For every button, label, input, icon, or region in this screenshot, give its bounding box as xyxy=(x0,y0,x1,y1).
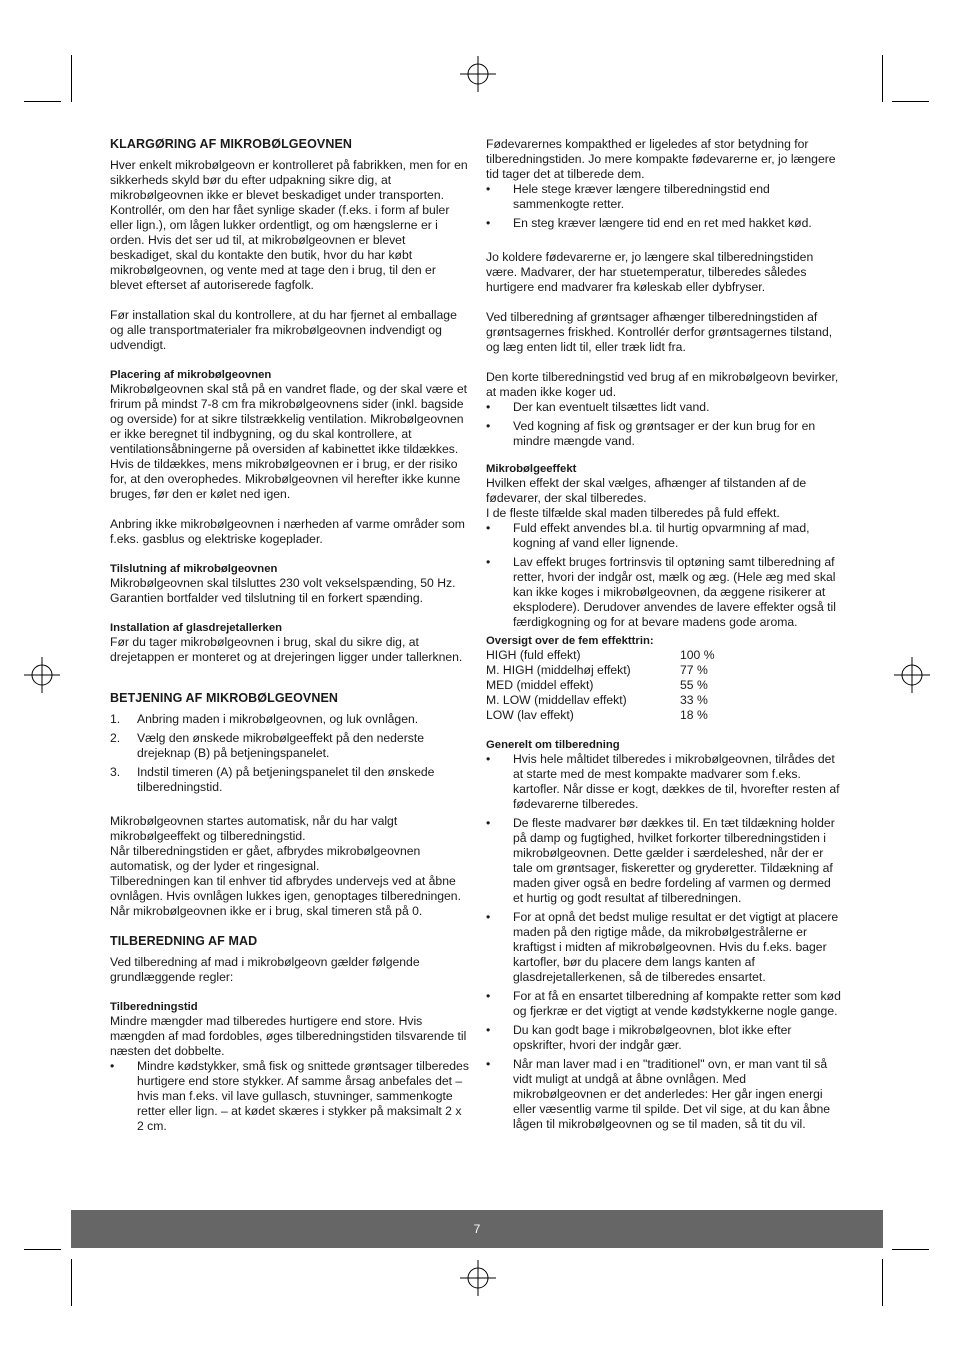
power-level-value: 100 % xyxy=(680,648,715,662)
step-text: Vælg den ønskede mikrobølgeeffekt på den nederste drejeknap (B) på betjeningspanelet. xyxy=(137,731,425,760)
bullet-text: Når man laver mad i en "traditionel" ovn, er man vant til så vidt muligt at undgå at åbne ovnlågen. Med mikrobølgeovnen er det anderledes: Her går ingen energi eller væsentlig varme til spilde. Det vil sige, at du kan åbne lågen til mikrobølgeovnen og se til maden, så tit du vil. xyxy=(513,1057,831,1131)
bullet-text: Hele stege kræver længere tilberedningstid end sammenkogte retter. xyxy=(513,182,770,211)
step-number: 3. xyxy=(110,765,121,779)
power-level-label: M. LOW (middellav effekt) xyxy=(486,693,627,707)
section-title-klargoring: KLARGØRING AF MIKROBØLGEOVNEN xyxy=(110,137,353,151)
bullet-icon: • xyxy=(486,555,491,569)
list-item xyxy=(110,712,470,727)
bullet-list xyxy=(486,752,842,1132)
bullet-icon: • xyxy=(486,910,491,924)
subsection-title-effekt: Mikrobølgeeffekt xyxy=(486,463,577,475)
bullet-text: En steg kræver længere tid end en ret med hakket kød. xyxy=(513,216,812,230)
subsection-title-installation: Installation af glasdrejetallerken xyxy=(110,622,283,634)
section-title-tilberedning: TILBEREDNING AF MAD xyxy=(110,934,258,948)
paragraph: Jo koldere fødevarerne er, jo længere skal tilberedningstiden være. Madvarer, der har stuetemperatur, tilberedes således hurtigere end madvarer fra køleskab eller dybfryser. xyxy=(486,250,814,294)
power-levels-table xyxy=(486,648,715,723)
list-item xyxy=(110,765,470,795)
paragraph: Mikrobølgeovnen skal stå på en vandret flade, og der skal være et frirum på mindst 7-8 cm fra mikrobølgeovnens sider (inkl. bagside og overside) for at sikre tilstrækkelig ventilation. Mikrobølgeovnen er ikke beregnet til indbygning, og du skal kontrollere, at ventilationsåbningerne på oversiden af kabinettet ikke tildækkes. Hvis de tildækkes, mens mikrobølgeovnen er i brug, er der risiko for, at den overophedes. Mikrobølgeovnen vil herefter ikke kunne bruges, før den er kølet ned igen. xyxy=(110,382,468,501)
crop-mark xyxy=(24,101,61,102)
bullet-text: Der kan eventuelt tilsættes lidt vand. xyxy=(513,400,710,414)
registration-mark-icon xyxy=(24,657,60,693)
subsection-title-tilberedningstid: Tilberedningstid xyxy=(110,1001,198,1013)
crop-mark xyxy=(24,1249,61,1250)
paragraph: Fødevarernes kompakthed er ligeledes af stor betydning for tilberedningstiden. Jo mere kompakte fødevarerne er, jo længere tid tager det at tilberede dem. xyxy=(486,137,836,181)
paragraph: Før du tager mikrobølgeovnen i brug, skal du sikre dig, at drejetappen er monteret og at drejeringen ligger under tallerknen. xyxy=(110,635,463,664)
step-text: Anbring maden i mikrobølgeovnen, og luk ovnlågen. xyxy=(137,712,419,726)
footer-bar xyxy=(71,1210,883,1248)
power-level-value: 55 % xyxy=(680,678,708,692)
list-item xyxy=(486,521,842,551)
list-item xyxy=(486,1057,842,1132)
crop-mark xyxy=(71,1259,72,1306)
bullet-icon: • xyxy=(486,1057,491,1071)
bullet-icon: • xyxy=(486,216,491,230)
power-level-value: 18 % xyxy=(680,708,708,722)
bullet-icon: • xyxy=(486,989,491,1003)
section-title-betjening: BETJENING AF MIKROBØLGEOVNEN xyxy=(110,691,339,705)
bullet-text: Ved kogning af fisk og grøntsager er der kun brug for en mindre mængde vand. xyxy=(513,419,816,448)
page-number: 7 xyxy=(473,1222,481,1236)
bullet-list xyxy=(486,521,842,630)
bullet-icon: • xyxy=(486,419,491,433)
table-row xyxy=(486,693,715,708)
power-level-label: MED (middel effekt) xyxy=(486,678,594,692)
registration-mark-icon xyxy=(460,1260,496,1296)
bullet-icon: • xyxy=(110,1059,115,1073)
registration-mark-icon xyxy=(894,657,930,693)
crop-mark xyxy=(892,1249,929,1250)
bullet-icon: • xyxy=(486,400,491,414)
list-item xyxy=(486,216,842,231)
bullet-text: Fuld effekt anvendes bl.a. til hurtig opvarmning af mad, kogning af vand eller lignende. xyxy=(513,521,810,550)
bullet-text: De fleste madvarer bør dækkes til. En tæt tildækning holder på damp og fugtighed, hvilket forkorter tilberedningstiden i mikrobølgeovnen. Dette gælder i særdeleshed, når der er tale om grøntsager, fiskeretter og gryderetter. Tildækning af maden giver også en bedre fordeling af varmen og dermed et hurtig og godt resultat af tilberedningen. xyxy=(513,816,835,905)
step-number: 2. xyxy=(110,731,121,745)
power-level-label: LOW (lav effekt) xyxy=(486,708,574,722)
list-item xyxy=(486,816,842,906)
right-column xyxy=(486,137,842,1136)
list-item xyxy=(486,910,842,985)
bullet-text: For at opnå det bedst mulige resultat er det vigtigt at placere maden på den rigtige måde, da mikrobølgestrålerne er kraftigst i midten af mikrobølgeovnen. Hvis du f.eks. bager kartofler, bør du placere dem langs kanten af glasdrejetallerkenen, så de tilberedes ensartet. xyxy=(513,910,839,984)
table-row xyxy=(486,708,715,723)
table-row xyxy=(486,663,715,678)
paragraph: I de fleste tilfælde skal maden tilberedes på fuld effekt. xyxy=(486,506,780,520)
paragraph: Mikrobølgeovnen startes automatisk, når du har valgt mikrobølgeeffekt og tilberedningstid. xyxy=(110,814,398,843)
paragraph: Tilberedningen kan til enhver tid afbrydes undervejs ved at åbne ovnlågen. Hvis ovnlågen lukkes igen, genoptages tilberedningen. Når mikrobølgeovnen ikke er i brug, skal timeren stå på 0. xyxy=(110,874,461,918)
table-row xyxy=(486,648,715,663)
bullet-list xyxy=(486,182,842,231)
left-column xyxy=(110,137,470,1138)
bullet-text: Hvis hele måltidet tilberedes i mikrobølgeovnen, tilrådes det at starte med de mest kompakte madvarer som f.eks. kartofler. Når disse er kogt, dækkes de til, hvorefter resten af fødevarerne tilberedes. xyxy=(513,752,840,811)
subsection-title-placering: Placering af mikrobølgeovnen xyxy=(110,369,272,381)
bullet-icon: • xyxy=(486,1023,491,1037)
subsection-title-oversigt: Oversigt over de fem effekttrin: xyxy=(486,635,654,647)
bullet-text: For at få en ensartet tilberedning af kompakte retter som kød og fjerkræ er det vigtigt at vende kødstykkerne nogle gange. xyxy=(513,989,841,1018)
list-item xyxy=(486,182,842,212)
bullet-list xyxy=(486,400,842,449)
paragraph: Hvilken effekt der skal vælges, afhænger af tilstanden af de fødevarer, der skal tilberedes. xyxy=(486,476,807,505)
bullet-icon: • xyxy=(486,521,491,535)
crop-mark xyxy=(892,101,929,102)
bullet-list xyxy=(110,1059,470,1134)
list-item xyxy=(486,555,842,630)
paragraph: Før installation skal du kontrollere, at du har fjernet al emballage og alle transportmaterialer fra mikrobølgeovnen indvendigt og udvendigt. xyxy=(110,308,457,352)
crop-mark xyxy=(882,1259,883,1306)
bullet-text: Du kan godt bage i mikrobølgeovnen, blot ikke efter opskrifter, hvori der indgår gær. xyxy=(513,1023,792,1052)
paragraph: Den korte tilberedningstid ved brug af en mikrobølgeovn bevirker, at maden ikke koger ud. xyxy=(486,370,839,399)
bullet-text: Mindre kødstykker, små fisk og snittede grøntsager tilberedes hurtigere end store stykker. Af samme årsag anbefales det – hvis man f.eks. vil lave gullasch, stuvninger, sammenkogte retter eller lign. – at kødet skæres i stykker på maksimalt 2 x 2 cm. xyxy=(137,1059,469,1133)
power-level-label: HIGH (fuld effekt) xyxy=(486,648,581,662)
list-item xyxy=(110,1059,470,1134)
crop-mark xyxy=(882,55,883,102)
list-item xyxy=(486,752,842,812)
list-item xyxy=(486,419,842,449)
list-item xyxy=(486,989,842,1019)
list-item xyxy=(486,1023,842,1053)
paragraph: Hver enkelt mikrobølgeovn er kontrolleret på fabrikken, men for en sikkerheds skyld bør du efter udpakning sikre dig, at mikrobølgeovnen ikke er blevet beskadiget under transporten. Kontrollér, om den har fået synlige skader (f.eks. i form af buler eller lign.), om lågen lukker ordentligt, og om hængslerne er i orden. Hvis det ser ud til, at mikrobølgeovnen er blevet beskadiget, skal du kontakte den butik, hvor du har købt mikrobølgeovnen, og vente med at tage den i brug, til den er blevet efterset af autoriserede fagfolk. xyxy=(110,158,468,292)
power-level-value: 77 % xyxy=(680,663,708,677)
list-item xyxy=(110,731,470,761)
paragraph: Ved tilberedning af grøntsager afhænger tilberedningstiden af grøntsagernes friskhed. Kontrollér derfor grøntsagernes tilstand, og læg enten lidt til, eller træk lidt fra. xyxy=(486,310,833,354)
paragraph: Anbring ikke mikrobølgeovnen i nærheden af varme områder som f.eks. gasblus og elektriske kogeplader. xyxy=(110,517,465,546)
paragraph: Ved tilberedning af mad i mikrobølgeovn gælder følgende grundlæggende regler: xyxy=(110,955,420,984)
bullet-icon: • xyxy=(486,816,491,830)
step-number: 1. xyxy=(110,712,121,726)
paragraph: Når tilberedningstiden er gået, afbrydes mikrobølgeovnen automatisk, og der lyder et ringesignal. xyxy=(110,844,421,873)
power-level-label: M. HIGH (middelhøj effekt) xyxy=(486,663,631,677)
step-text: Indstil timeren (A) på betjeningspanelet til den ønskede tilberedningstid. xyxy=(137,765,435,794)
list-item xyxy=(486,400,842,415)
registration-mark-icon xyxy=(460,56,496,92)
paragraph: Mikrobølgeovnen skal tilsluttes 230 volt vekselspænding, 50 Hz. Garantien bortfalder ved tilslutning til en forkert spænding. xyxy=(110,576,456,605)
steps-list xyxy=(110,712,470,795)
power-level-value: 33 % xyxy=(680,693,708,707)
bullet-text: Lav effekt bruges fortrinsvis til optøning samt tilberedning af retter, hvori der indgår ost, mælk og æg. (Hele æg med skal kan ikke koges i mikrobølgeovnen, da æggene risikerer at eksplodere). Derudover anvendes de lavere effekter også til færdigkogning og for at bevare madens gode aroma. xyxy=(513,555,836,629)
table-row xyxy=(486,678,715,693)
bullet-icon: • xyxy=(486,182,491,196)
crop-mark xyxy=(71,55,72,102)
bullet-icon: • xyxy=(486,752,491,766)
subsection-title-generelt: Generelt om tilberedning xyxy=(486,739,620,751)
paragraph: Mindre mængder mad tilberedes hurtigere end store. Hvis mængden af mad fordobles, øges tilberedningstiden tilsvarende til næsten det dobbelte. xyxy=(110,1014,467,1058)
subsection-title-tilslutning: Tilslutning af mikrobølgeovnen xyxy=(110,563,278,575)
